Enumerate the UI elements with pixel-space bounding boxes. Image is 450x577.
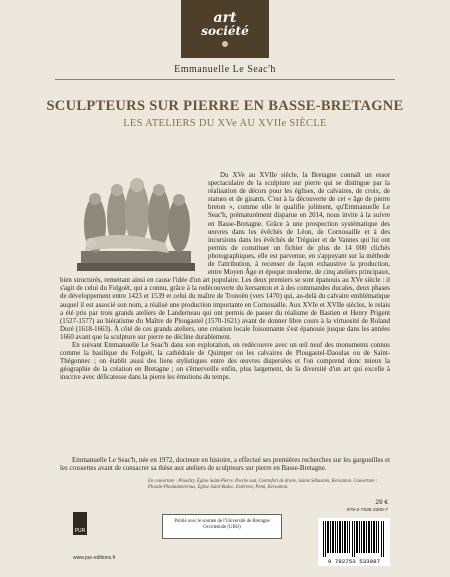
series-badge-dot (222, 41, 228, 47)
book-title: SCULPTEURS SUR PIERRE EN BASSE-BRETAGNE (46, 98, 404, 114)
series-badge (181, 0, 269, 58)
summary-paragraph-2: En suivant Emmanuelle Le Seac'h dans son exploration, on redécouvre avec un œil neuf des monuments connus comme la basilique du Folgoët, la cathédrale de Quimper ou les calvaires de Plougastel-Daoulas ou de Saint-Thégonnec ; on établit aussi des liens stylistiques entre des œuvres dispersées et l'on comprend donc mieux la géographie de la création en Bretagne ; on s'émerveille enfin, plus largement, de la diversité d'un art qui excelle à inscrire avec délicatesse dans la pierre les émotions du temps. (60, 341, 390, 382)
publisher-support-text: Publié avec le soutien de l'Université de Bretagne Occidentale (UBO) (174, 519, 270, 530)
publisher-logo-text: PUR (74, 528, 86, 534)
divider (55, 79, 395, 80)
publisher-logo (73, 512, 87, 535)
series-badge-line2: société (201, 24, 249, 38)
barcode-bars (318, 518, 390, 558)
barcode (318, 518, 390, 566)
series-badge-line1: art (213, 10, 237, 26)
image-float-spacer (60, 172, 208, 273)
publisher-support-box (162, 514, 282, 539)
publisher-website[interactable]: www.pur-editions.fr (73, 555, 116, 561)
book-subtitle: LES ATELIERS DU XVe AU XVIIe SIÈCLE (123, 118, 327, 129)
author-name: Emmanuelle Le Seac'h (174, 64, 276, 75)
isbn: 978-2-7535-3309-7 (346, 508, 388, 513)
summary-text (60, 172, 390, 382)
cover-credits: En couverture : Ploudiry, Église Saint-Pierre, Porche sud, Contrefort de droite, Sainte Sébastien, Kersanton. Couverture : Plouzin-Plouladaniernus, Église Saint-Budoc. Extérieur, Pietà, Kersanton. (148, 479, 378, 490)
author-bio (60, 450, 390, 480)
summary-paragraph-1: Du XVe au XVIIe siècle, la Bretagne connaît un essor spectaculaire de la sculpture sur pierre qui se distingue par la réalisation de décors pour les églises, de calvaires, de croix, de statues et de gisants. C'est à la découverte de cet « âge de pierre breton », comme elle le qualifie joliment, qu'Emmanuelle Le Seac'h, prématurément disparue en 2014, nous invite à la suivre en Basse-Bretagne. Grâce à une prospection systématique des œuvres dans les évêchés de Léon, de Cornouaille et à des incursions dans les évêchés de Tréguier et de Vannes qui lui ont permis de constituer un fichier de plus de 14 000 clichés photographiques, elle est parvenue, en s'appuyant sur la méthode de l'attribution, à recenser de façon exhaustive la production, entre Moyen Âge et époque moderne, de cinq ateliers principaux, bien structurés, remettant ainsi en cause l'idée d'un art populaire. Les deux premiers se sont épanouis au XVe siècle : il s'agit de celui du Folgoët, qui a connu, grâce à la redécouverte du kersanton et à des commandes ducales, deux phases de développement entre 1423 et 1539 et celui du maître de Tronoën (vers 1470) qui, au-delà du calvaire emblématique auquel il est associé son nom, a réalisé une production importante en Cornouaille. Aux XVIe et XVIIe siècles, le relais a été pris par trois grands ateliers de Landerneau qui ont permis de passer du réalisme de Bastien et Henry Prigent (1527-1577) au hiératisme du Maître de Plougastel (1570-1621) avant de donner libre cours à la virtuosité de Roland Doré (1618-1663). À côté de ces grands ateliers, une création locale foisonnante s'est épanouie jusque dans les années 1660 avant que la sculpture sur pierre ne décline durablement. (60, 172, 390, 341)
barcode-number: 9 782753 533097 (327, 558, 381, 565)
author-bio-text: Emmanuelle Le Seac'h, née en 1972, docteure en histoire, a effectué ses premières recherches sur les gargouilles et les crossettes avant de consacrer sa thèse aux ateliers de sculpteurs sur pierre en Basse-Bretagne. (60, 456, 390, 472)
price: 29 € (375, 499, 388, 506)
